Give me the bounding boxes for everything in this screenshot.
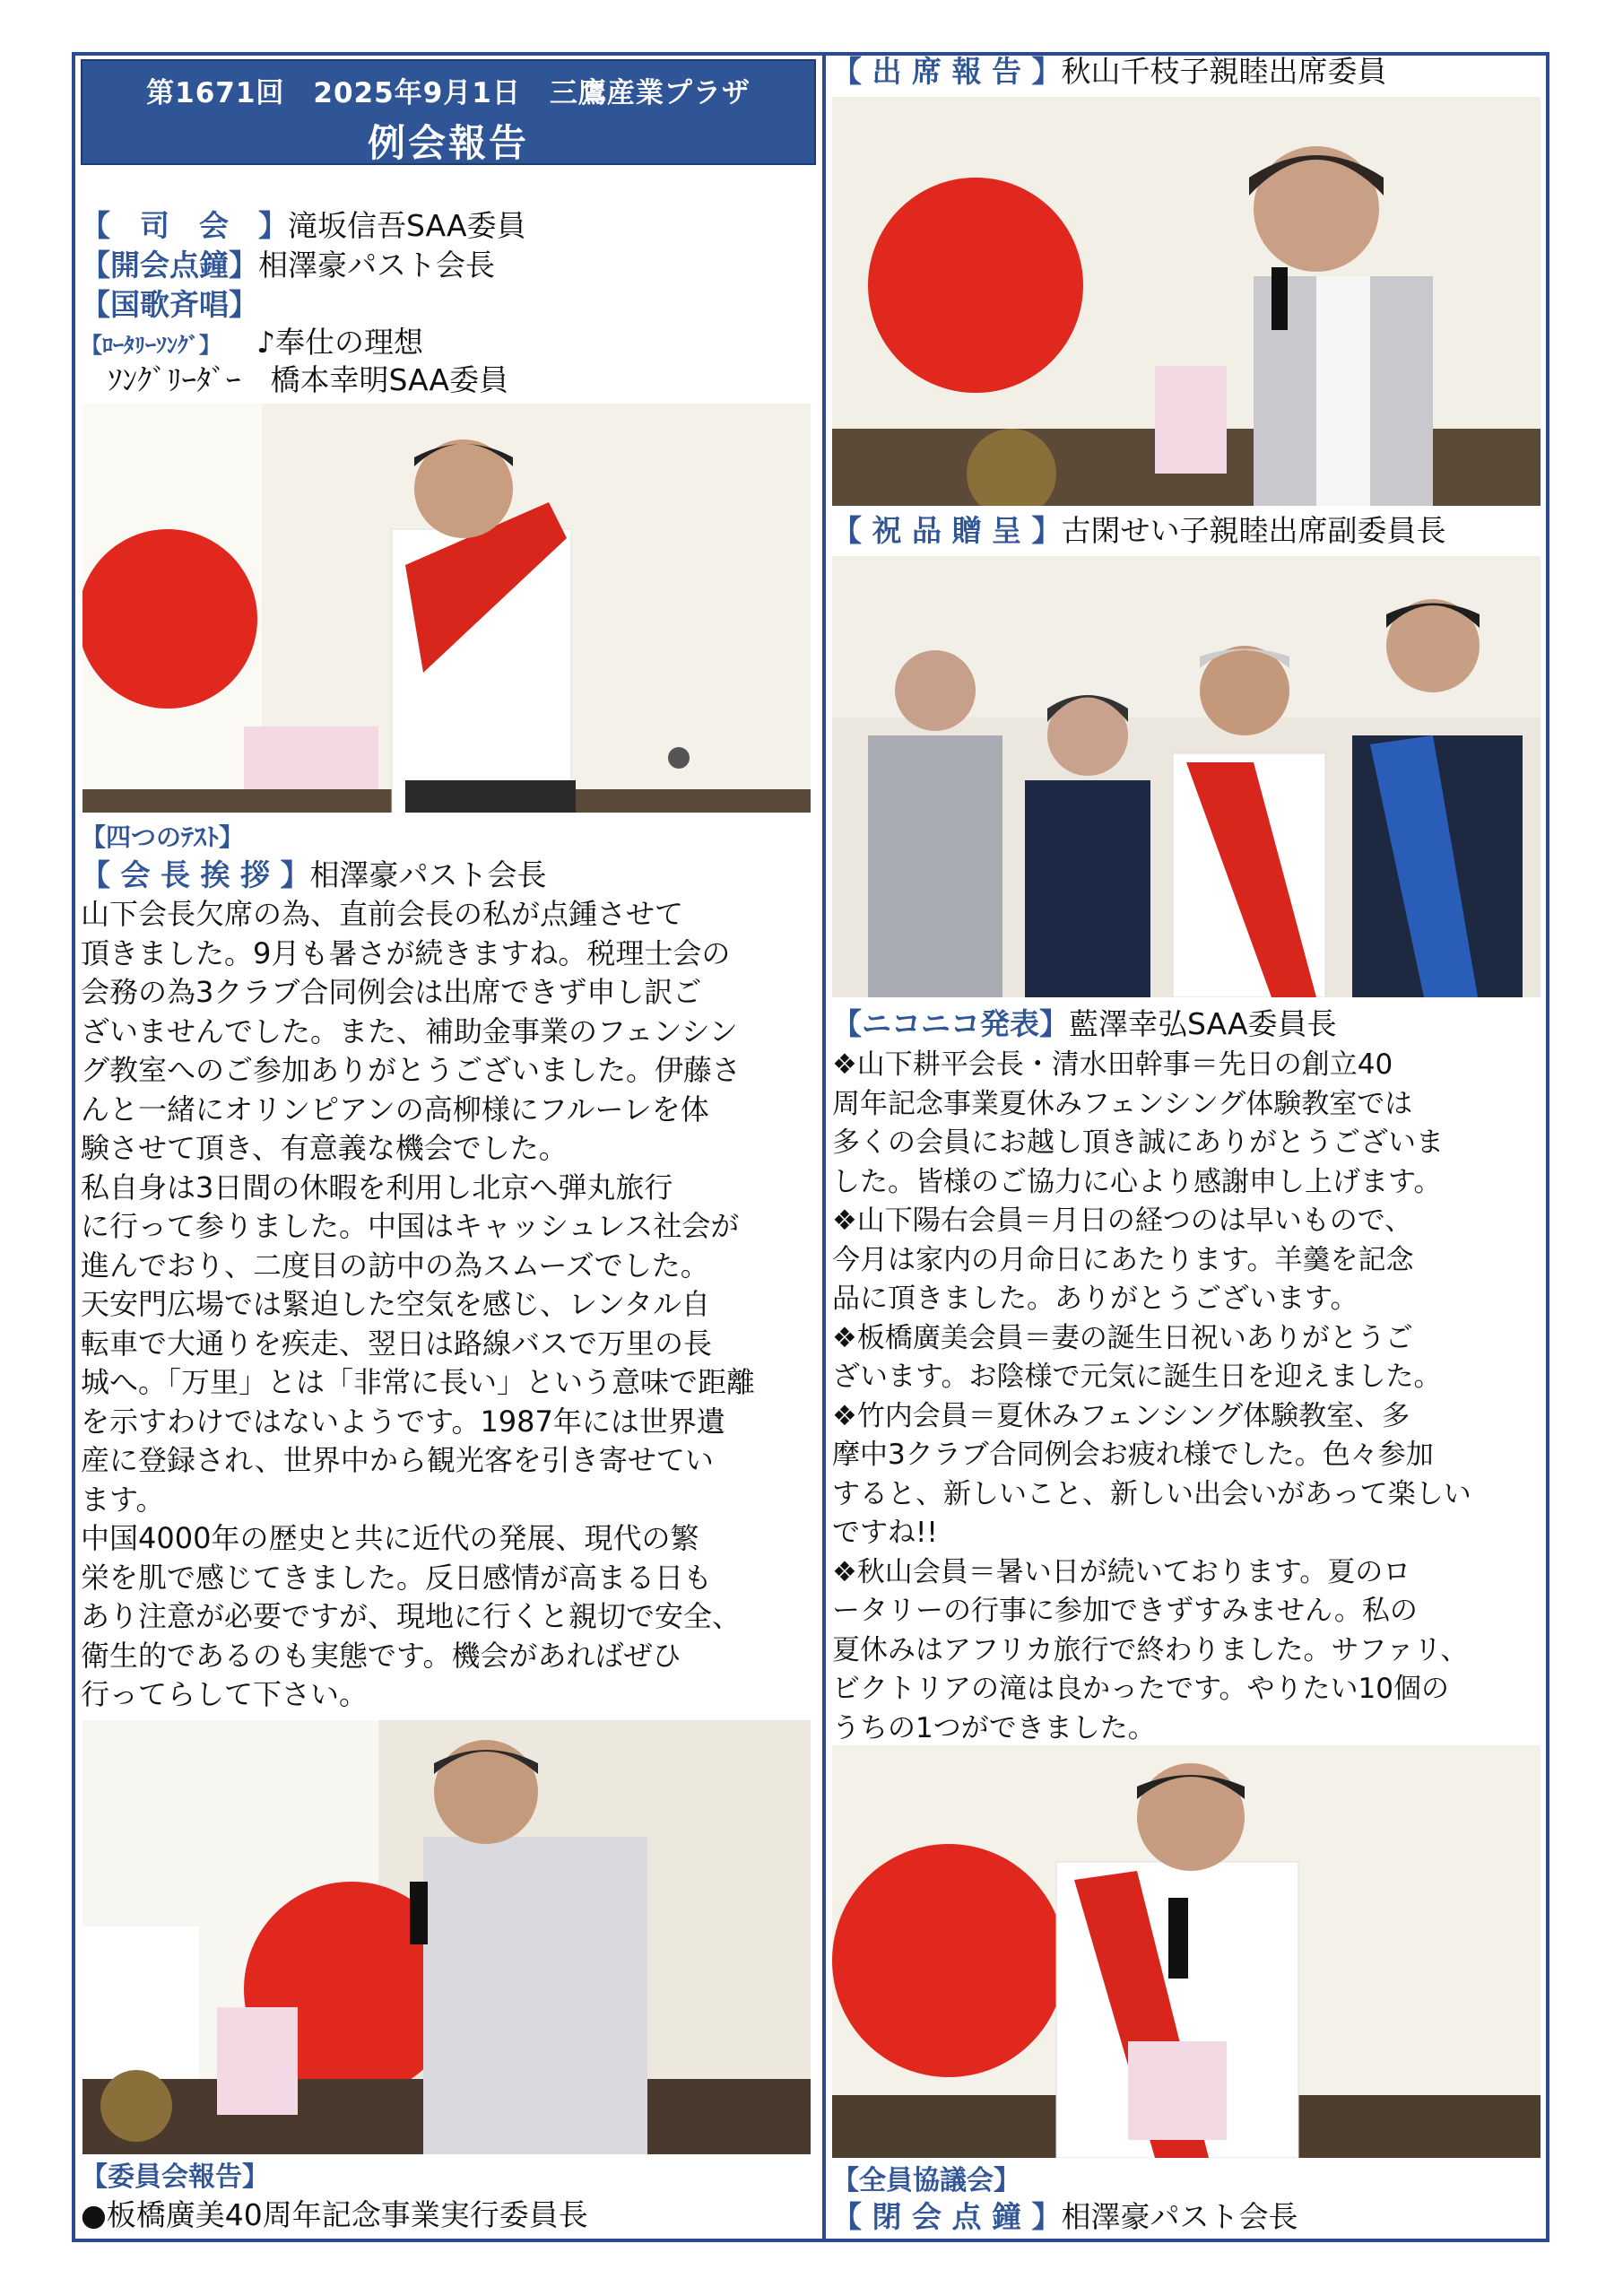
meeting-info: 第1671回 2025年9月1日 三鷹産業プラザ xyxy=(146,77,751,109)
greeting-line: 行ってらして下さい。 xyxy=(81,1677,369,1711)
nikoniko-line: ❖秋山会員＝暑い日が続いております。夏のロ xyxy=(832,1555,1411,1588)
greeting-name: 相澤豪パスト会長 xyxy=(309,857,547,892)
greeting-line: 進んでおり、二度目の訪中の為スムーズでした。 xyxy=(81,1248,709,1283)
greeting-line: 私自身は3日間の休暇を利用し北京へ弾丸旅行 xyxy=(81,1170,673,1205)
greeting-line: 衛生的であるのも実態です。機会があればぜひ xyxy=(81,1638,681,1673)
gift-name: 古閑せい子親睦出席副委員長 xyxy=(1061,513,1446,548)
nikoniko-line: 周年記念事業夏休みフェンシング体験教室では xyxy=(832,1087,1413,1120)
committee-tag: 【委員会報告】 xyxy=(81,2161,269,2193)
attendance-name: 秋山千枝子親睦出席委員 xyxy=(1061,54,1387,89)
greeting-line: グ教室へのご参加ありがとうございました。伊藤さ xyxy=(81,1053,742,1087)
greeting-line: 頂きました。9月も暑さが続きますね。税理士会の xyxy=(81,935,731,970)
song-row xyxy=(81,325,423,363)
anthem-tag: 【国歌斉唱】 xyxy=(81,287,258,322)
nikoniko-line: 夏休みはアフリカ旅行で終わりました。サファリ、 xyxy=(832,1633,1469,1666)
nikoniko-line: すると、新しいこと、新しい出会いがあって楽しい xyxy=(832,1477,1471,1510)
nikoniko-line: ❖山下陽右会員＝月日の経つのは早いもので、 xyxy=(832,1205,1413,1237)
greeting-line: 山下会長欠席の為、直前会長の私が点鍾させて xyxy=(81,897,684,931)
greeting-line: 中国4000年の歴史と共に近代の発展、現代の繁 xyxy=(81,1521,699,1555)
nikoniko-line: 多くの会員にお越し頂き誠にありがとうございま xyxy=(832,1126,1444,1159)
closing-name: 相澤豪パスト会長 xyxy=(1061,2199,1298,2234)
report-title: 例会報告 xyxy=(367,121,529,165)
closing-tag: 【 閉 会 点 鐘 】 xyxy=(832,2199,1062,2234)
nikoniko-line: うちの1つができました。 xyxy=(832,1711,1156,1744)
committee-item-row xyxy=(81,2197,588,2233)
assembly-row xyxy=(832,2161,1020,2199)
greeting-line: 転車で大通りを疾走、翌日は路線バスで万里の長 xyxy=(81,1326,713,1361)
gift-tag: 【 祝 品 贈 呈 】 xyxy=(832,513,1062,548)
greeting-line: 験させて頂き、有意義な機会でした。 xyxy=(81,1131,568,1165)
fourtests-row xyxy=(81,818,244,856)
nikoniko-line: ❖山下耕平会長・清水田幹事＝先日の創立40 xyxy=(832,1048,1393,1081)
greeting-line: 産に登録され、世界中から観光客を引き寄せてい xyxy=(81,1443,714,1477)
greeting-line: を示すわけではないようです。1987年には世界遺 xyxy=(81,1404,725,1439)
nikoniko-line: 摩中3クラブ合同例会お疲れ様でした。色々参加 xyxy=(832,1439,1434,1471)
greeting-line: あり注意が必要ですが、現地に行くと親切で安全、 xyxy=(81,1599,742,1633)
nikoniko-line: ビクトリアの滝は良かったです。やりたい10個の xyxy=(832,1673,1449,1705)
gift-row xyxy=(832,513,1445,549)
attendance-tag: 【 出 席 報 告 】 xyxy=(832,54,1062,89)
songleader-row xyxy=(108,362,508,398)
greeting-line: ざいませんでした。また、補助金事業のフェンシン xyxy=(81,1013,738,1048)
greeting-line: ます。 xyxy=(81,1482,165,1517)
greeting-line: 栄を肌で感じてきました。反日感情が高まる日も xyxy=(81,1560,713,1595)
greeting-line: に行って参りました。中国はキャッシュレス社会が xyxy=(81,1209,740,1243)
nikoniko-line: ❖板橋廣美会員＝妻の誕生日祝いありがとうご xyxy=(832,1321,1413,1354)
photo-mc xyxy=(82,404,811,813)
greeting-row xyxy=(81,857,546,893)
greeting-line: 城へ。「万里」とは「非常に長い」という意味で距離 xyxy=(81,1365,756,1399)
nikoniko-row xyxy=(832,1006,1337,1042)
nikoniko-tag: 【ニコニコ発表】 xyxy=(832,1006,1069,1041)
committee-row xyxy=(81,2158,269,2196)
greeting-line: 天安門広場では緊迫した空気を感じ、レンタル自 xyxy=(81,1287,710,1321)
greeting-line: んと一緒にオリンピアンの高柳様にフルーレを体 xyxy=(81,1091,709,1126)
assembly-tag: 【全員協議会】 xyxy=(832,2165,1020,2196)
nikoniko-line: ざいます。お陰様で元気に誕生日を迎えました。 xyxy=(832,1361,1442,1393)
nikoniko-line: 今月は家内の月命日にあたります。羊羹を記念 xyxy=(832,1243,1414,1276)
nikoniko-line: ータリーの行事に参加できずすみません。私の xyxy=(832,1595,1418,1627)
photo-attendance xyxy=(832,97,1541,506)
songleader-name: ｿﾝｸﾞﾘｰﾀﾞｰ 橋本幸明SAA委員 xyxy=(108,362,509,397)
nikoniko-line: ですね!! xyxy=(832,1517,938,1549)
anthem-row xyxy=(81,287,258,323)
nikoniko-line: 品に頂きました。ありがとうございます。 xyxy=(832,1283,1358,1315)
photo-gift xyxy=(832,556,1541,997)
mc-name: 滝坂信吾SAA委員 xyxy=(288,208,526,243)
nikoniko-line: した。皆様のご協力に心より感謝申し上げます。 xyxy=(832,1165,1442,1198)
committee-item: ●板橋廣美40周年記念事業実行委員長 xyxy=(81,2197,588,2232)
greeting-body xyxy=(81,895,816,1715)
attendance-row xyxy=(832,54,1386,90)
opening-tag: 【開会点鐘】 xyxy=(81,248,258,283)
closing-row xyxy=(832,2199,1298,2235)
nikoniko-name: 藍澤幸弘SAA委員長 xyxy=(1069,1006,1337,1041)
song-tag: 【ﾛｰﾀﾘｰｿﾝｸﾞ】 xyxy=(81,333,221,358)
mc-row xyxy=(81,208,526,244)
opening-name: 相澤豪パスト会長 xyxy=(258,248,495,283)
nikoniko-body xyxy=(832,1046,1541,1748)
photo-nikoniko xyxy=(832,1745,1541,2158)
report-header xyxy=(81,59,816,165)
nikoniko-line: ❖竹内会員＝夏休みフェンシング体験教室、多 xyxy=(832,1399,1410,1432)
column-divider xyxy=(822,52,826,2242)
opening-row xyxy=(81,248,495,283)
mc-tag: 【 司 会 】 xyxy=(81,208,288,243)
greeting-tag: 【 会 長 挨 拶 】 xyxy=(81,857,310,892)
fourtests-tag: 【四つのﾃｽﾄ】 xyxy=(81,822,245,852)
greeting-line: 会務の為3クラブ合同例会は出席できず申し訳ご xyxy=(81,975,702,1009)
song-title: ♪奉仕の理想 xyxy=(256,325,424,360)
photo-committee-report xyxy=(82,1720,811,2154)
